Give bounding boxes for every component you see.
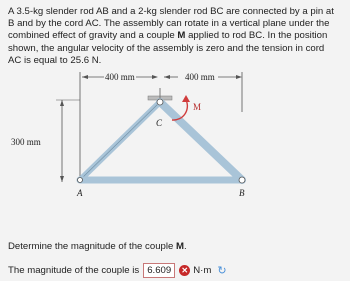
pin-a	[78, 178, 83, 183]
rod-ac-edge	[80, 102, 160, 180]
question-end: .	[184, 241, 187, 252]
answer-row	[8, 263, 227, 278]
pin-b	[239, 177, 245, 183]
couple-symbol: M	[177, 30, 186, 42]
dim-label-left: 400 mm	[105, 72, 135, 82]
question-body: Determine the magnitude of the couple	[8, 241, 176, 252]
point-label-c: C	[156, 118, 163, 128]
retry-refresh-icon[interactable]: ↻	[217, 265, 227, 277]
question-text	[8, 241, 187, 252]
mechanism-figure	[0, 62, 350, 232]
dim-arrow-head-4	[236, 75, 242, 79]
problem-text-b: applied to rod BC. In the position shown, the angular velocity of the assembly is zero and the tension in cord AC is equal to 25.6 N.	[8, 30, 328, 66]
answer-unit: N·m	[193, 265, 212, 276]
pin-c	[157, 99, 163, 105]
point-label-b: B	[239, 188, 245, 198]
dim-arrow-head-3	[164, 75, 170, 79]
rod-bc	[160, 102, 242, 180]
dim-label-right: 400 mm	[185, 72, 215, 82]
moment-label: M	[193, 102, 202, 112]
incorrect-x-icon: ✕	[179, 265, 190, 276]
moment-arrowhead	[182, 95, 190, 102]
answer-prefix: The magnitude of the couple is	[8, 265, 140, 276]
vert-dim-head-top	[60, 100, 64, 106]
problem-statement	[8, 6, 338, 67]
question-symbol: M	[176, 241, 184, 252]
answer-input[interactable]: 6.609	[143, 263, 175, 278]
dim-arrow-head-1	[82, 75, 88, 79]
dim-label-vertical: 300 mm	[11, 137, 41, 147]
mechanism-diagram	[0, 62, 350, 232]
point-label-a: A	[77, 188, 83, 198]
vert-dim-head-bottom	[60, 176, 64, 182]
problem-text-a: A 3.5-kg slender rod AB and a 2-kg slender rod BC are connected by a pin at B and by the cord AC. The assembly can rotate in a vertical plane under the combined effect of gravity and a couple	[8, 6, 334, 42]
dim-arrow-head-2	[152, 75, 158, 79]
